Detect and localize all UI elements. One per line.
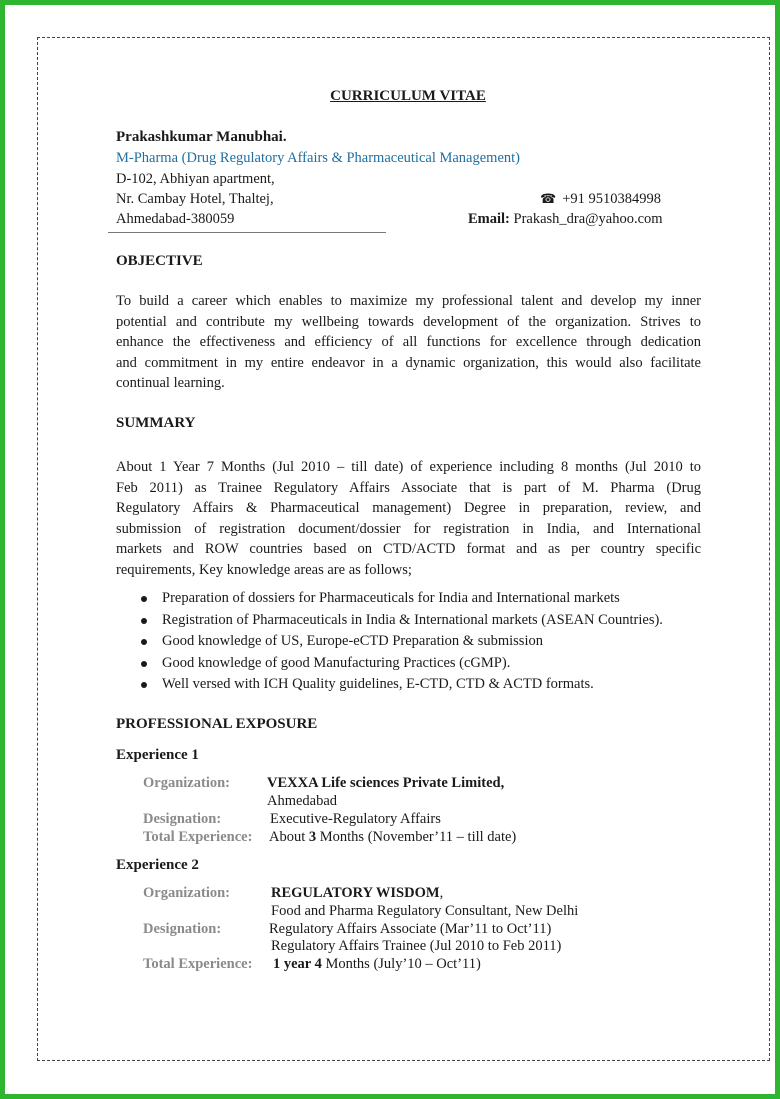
summary-line: About 1 Year 7 Months (Jul 2010 – till date) of experience including 8 months (Jul 2010 to — [116, 459, 701, 475]
email-label: Email: — [468, 211, 510, 227]
candidate-name: Prakashkumar Manubhai. — [116, 129, 287, 145]
list-item: Well versed with ICH Quality guidelines, E-CTD, CTD & ACTD formats. — [116, 674, 663, 696]
designation-label: Designation: — [143, 921, 222, 937]
total-experience-value: About 3 Months (November’11 – till date) — [269, 829, 517, 845]
address-line-1: D-102, Abhiyan apartment, — [116, 171, 275, 187]
objective-line: To build a career which enables to maximize my professional talent and develop my inner — [116, 293, 701, 309]
phone-number: +91 9510384998 — [562, 191, 662, 207]
candidate-degree: M-Pharma (Drug Regulatory Affairs & Pharmaceutical Management) — [116, 150, 520, 166]
email-line — [468, 211, 663, 228]
designation-value: Executive-Regulatory Affairs — [270, 811, 441, 827]
phone-line — [540, 191, 661, 208]
organization-name: VEXXA Life sciences Private Limited, — [267, 775, 505, 791]
organization-location: Ahmedabad — [267, 793, 338, 809]
address-line-2: Nr. Cambay Hotel, Thaltej, — [116, 191, 274, 207]
organization-location: Food and Pharma Regulatory Consultant, New Delhi — [271, 903, 579, 919]
list-item: Registration of Pharmaceuticals in India & International markets (ASEAN Countries). — [116, 610, 663, 632]
objective-line: continual learning. — [116, 375, 225, 392]
organization-name: REGULATORY WISDOM, — [271, 885, 444, 901]
bullet-icon — [141, 661, 147, 667]
total-experience-label: Total Experience: — [143, 956, 253, 972]
summary-line: submission of registration document/dossier for registration in India, and International — [116, 520, 701, 537]
list-item: Good knowledge of US, Europe-eCTD Preparation & submission — [116, 631, 663, 653]
email-address[interactable]: Prakash_dra@yahoo.com — [513, 211, 663, 227]
summary-line: Regulatory Affairs & Pharmaceutical management) Degree in preparation, review, and — [116, 500, 701, 517]
total-experience-label: Total Experience: — [143, 829, 253, 845]
list-item: Good knowledge of good Manufacturing Practices (cGMP). — [116, 653, 663, 675]
exposure-heading: PROFESSIONAL EXPOSURE — [116, 716, 318, 732]
objective-line: and commitment in my entire endeavor in a dynamic organization, this would also facilitate — [116, 354, 701, 371]
designation-value: Regulatory Affairs Associate (Mar’11 to Oct’11) — [269, 921, 552, 937]
summary-line: requirements, Key knowledge areas are as follows; — [116, 561, 412, 578]
address-line-3: Ahmedabad-380059 — [116, 211, 235, 227]
knowledge-list — [116, 588, 663, 696]
bullet-icon — [141, 639, 147, 645]
telephone-icon: ☎ — [540, 191, 557, 206]
bullet-icon — [141, 682, 147, 688]
total-experience-value: 1 year 4 Months (July’10 – Oct’11) — [273, 956, 481, 972]
bullet-icon — [141, 596, 147, 602]
organization-label: Organization: — [143, 885, 230, 901]
page-title: CURRICULUM VITAE — [330, 88, 486, 104]
designation-value-2: Regulatory Affairs Trainee (Jul 2010 to Feb 2011) — [271, 938, 562, 954]
organization-label: Organization: — [143, 775, 230, 791]
summary-heading: SUMMARY — [116, 415, 196, 431]
bullet-icon — [141, 618, 147, 624]
summary-text — [116, 457, 701, 581]
summary-line: Feb 2011) as Trainee Regulatory Affairs Associate that is part of M. Pharma (Drug — [116, 479, 701, 496]
experience-2-title: Experience 2 — [116, 857, 199, 873]
objective-text — [116, 291, 701, 394]
objective-heading: OBJECTIVE — [116, 253, 203, 269]
objective-line: potential and contribute my wellbeing towards development of the organization. Strives to — [116, 313, 701, 330]
objective-line: enhance the effectiveness and efficiency of all functions for excellence through dedication — [116, 334, 701, 351]
list-item: Preparation of dossiers for Pharmaceuticals for India and International markets — [116, 588, 663, 610]
header-divider — [108, 232, 386, 233]
designation-label: Designation: — [143, 811, 222, 827]
experience-1-title: Experience 1 — [116, 747, 199, 763]
summary-line: markets and ROW countries based on CTD/ACTD format and as per country specific — [116, 541, 701, 558]
